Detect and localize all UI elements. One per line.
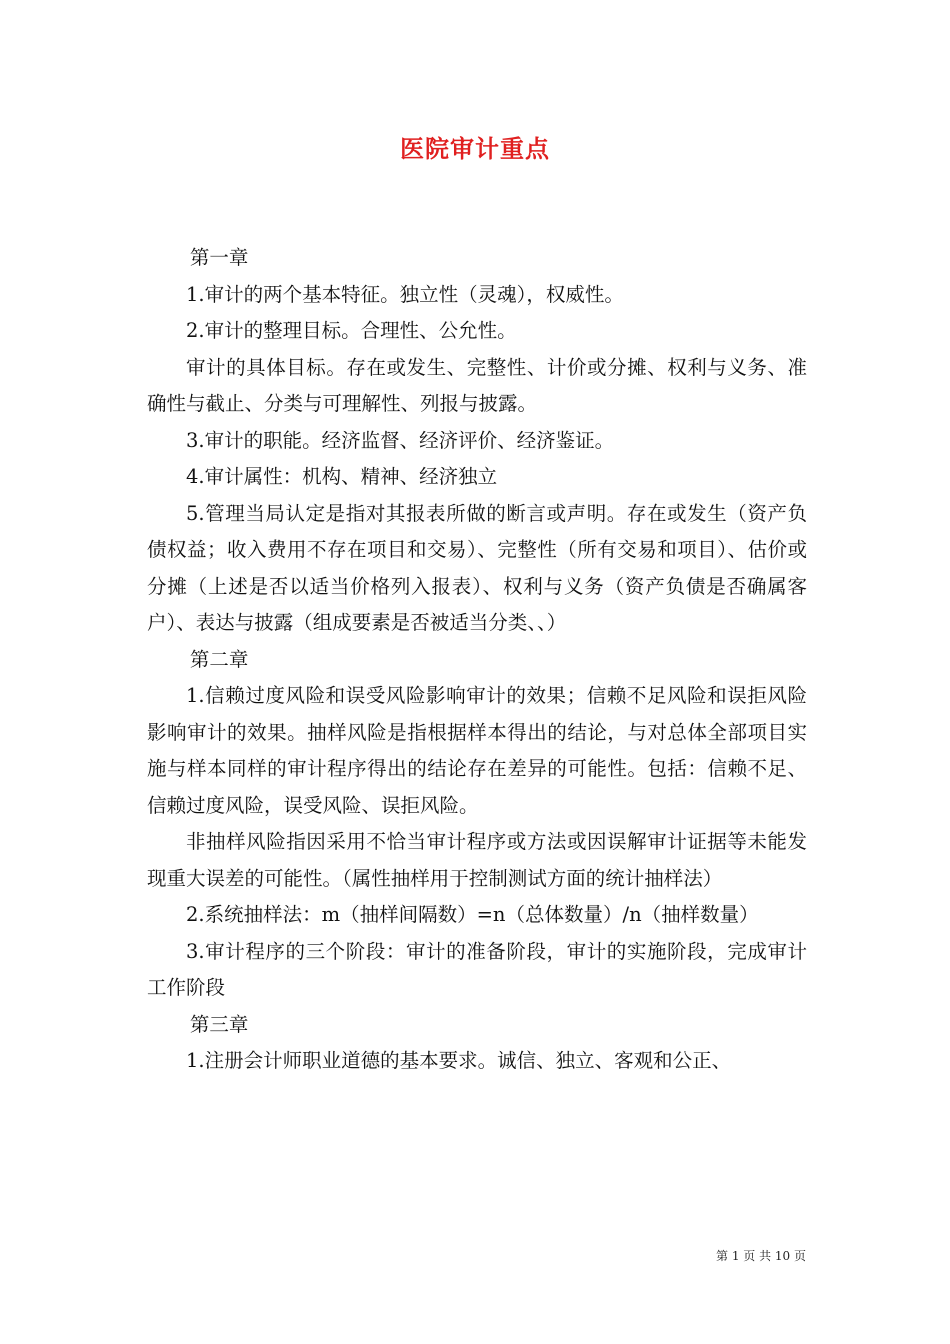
paragraph: 1.信赖过度风险和误受风险影响审计的效果；信赖不足风险和误拒风险影响审计的效果。抽样风险是指根据样本得出的结论，与对总体全部项目实施与样本同样的审计程序得出的结论存在差异的可能性。包括：信赖不足、信赖过度风险，误受风险、误拒风险。	[147, 684, 807, 817]
paragraph: 4.审计属性：机构、精神、经济独立	[186, 465, 498, 488]
page-number: 第 1 页 共 10 页	[716, 1249, 806, 1263]
chapter-heading: 第二章	[189, 647, 249, 671]
document-title: 医院审计重点	[400, 134, 550, 163]
paragraph: 非抽样风险指因采用不恰当审计程序或方法或因误解审计证据等未能发现重大误差的可能性。（属性抽样用于控制测试方面的统计抽样法）	[147, 830, 807, 890]
paragraph: 审计的具体目标。存在或发生、完整性、计价或分摊、权利与义务、准确性与截止、分类与可理解性、列报与披露。	[147, 355, 807, 415]
paragraph: 5.管理当局认定是指对其报表所做的断言或声明。存在或发生（资产负债权益；收入费用不存在项目和交易）、完整性（所有交易和项目）、估价或分摊（上述是否以适当价格列入报表）、权利与义务（资产负债是否确属客户）、表达与披露（组成要素是否被适当分类、、）	[147, 501, 807, 634]
paragraph: 1.审计的两个基本特征。独立性（灵魂），权威性。	[186, 282, 624, 306]
chapter-heading: 第一章	[189, 246, 249, 269]
paragraph: 3.审计的职能。经济监督、经济评价、经济鉴证。	[186, 428, 615, 452]
chapter-heading: 第三章	[189, 1012, 249, 1036]
document-body	[147, 240, 807, 1080]
paragraph: 1.注册会计师职业道德的基本要求。诚信、独立、客观和公正、	[186, 1049, 732, 1072]
paragraph: 2.审计的整理目标。合理性、公允性。	[186, 319, 517, 342]
paragraph: 2.系统抽样法：m（抽样间隔数）=n（总体数量）/n（抽样数量）	[186, 903, 759, 926]
paragraph: 3.审计程序的三个阶段：审计的准备阶段，审计的实施阶段，完成审计工作阶段	[147, 939, 807, 999]
